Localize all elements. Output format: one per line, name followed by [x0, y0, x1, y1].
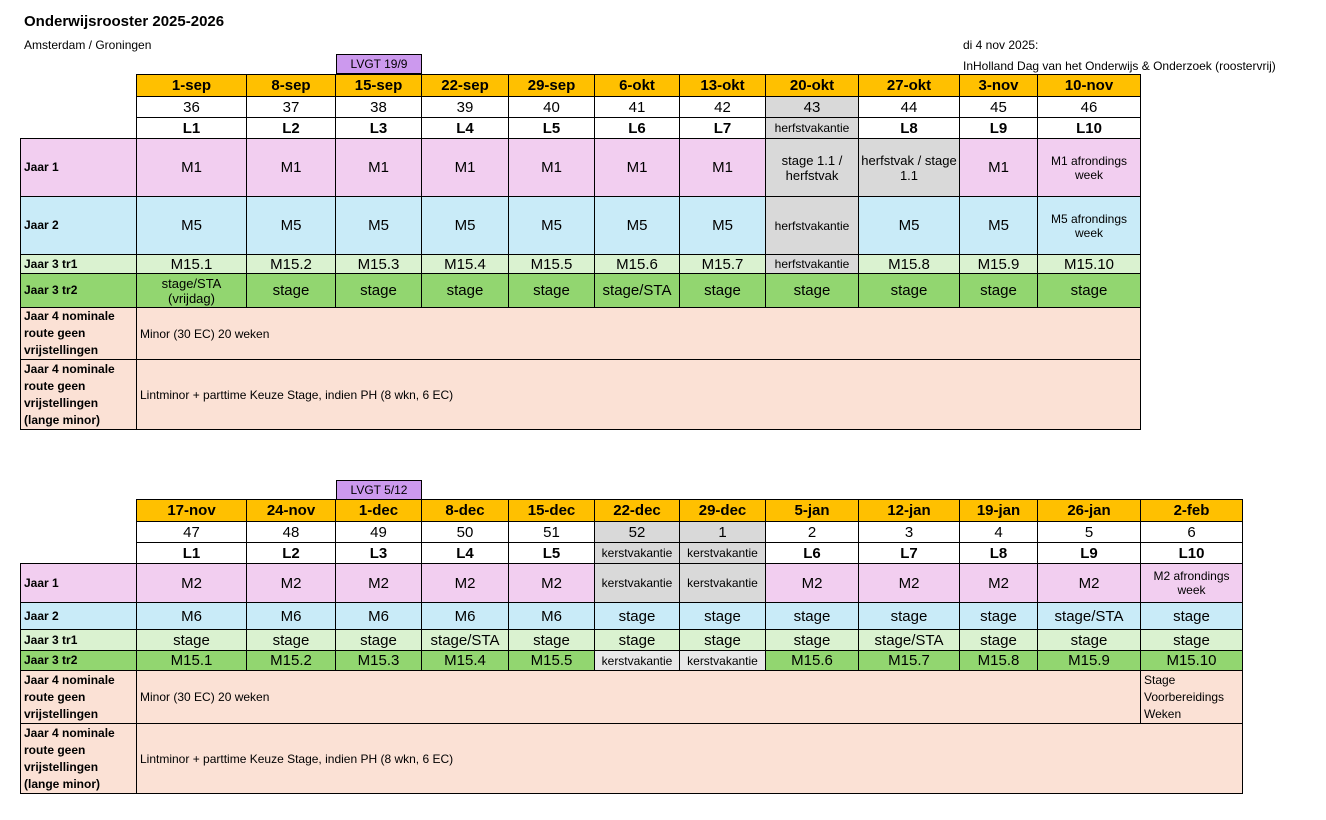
week-date: 29-sep — [509, 75, 595, 97]
schedule-cell: M15.8 — [859, 255, 960, 274]
schedule-cell: stage — [509, 274, 595, 308]
row-label: Jaar 4 nominale route geen vrijstellingen — [21, 308, 137, 360]
lesson-week: kerstvakantie — [680, 543, 766, 564]
schedule-cell: stage — [960, 274, 1038, 308]
schedule-cell: M15.2 — [247, 651, 336, 671]
schedule-cell: M5 — [960, 197, 1038, 255]
week-date: 8-sep — [247, 75, 336, 97]
schedule-cell: herfstvakantie — [766, 197, 859, 255]
page-title: Onderwijsrooster 2025-2026 — [24, 13, 225, 30]
schedule-cell: M15.1 — [137, 255, 247, 274]
schedule-cell: M15.3 — [336, 255, 422, 274]
schedule-cell: stage — [336, 630, 422, 651]
row-jaar4a — [21, 671, 1243, 724]
week-date: 27-okt — [859, 75, 960, 97]
lesson-week: L7 — [680, 118, 766, 139]
corner-blank — [21, 75, 137, 97]
schedule-cell: M5 — [137, 197, 247, 255]
week-date: 8-dec — [422, 500, 509, 522]
lesson-week: L1 — [137, 118, 247, 139]
lesson-week: herfstvakantie — [766, 118, 859, 139]
week-number: 1 — [680, 522, 766, 543]
schedule-table-block2 — [20, 499, 1243, 794]
week-number: 6 — [1141, 522, 1243, 543]
schedule-cell: M6 — [509, 603, 595, 630]
schedule-cell: stage — [766, 630, 859, 651]
schedule-cell: M15.9 — [1038, 651, 1141, 671]
schedule-cell: stage — [766, 274, 859, 308]
week-number: 46 — [1038, 97, 1141, 118]
schedule-cell: M15.8 — [960, 651, 1038, 671]
schedule-cell: M2 — [859, 564, 960, 603]
schedule-cell: M15.7 — [859, 651, 960, 671]
row-jaar4b — [21, 724, 1243, 794]
schedule-cell: M6 — [247, 603, 336, 630]
week-number: 39 — [422, 97, 509, 118]
week-number: 5 — [1038, 522, 1141, 543]
lesson-week: L4 — [422, 118, 509, 139]
note-date: di 4 nov 2025: — [963, 38, 1039, 52]
row-jaar3tr2 — [21, 274, 1141, 308]
lesson-week: L8 — [960, 543, 1038, 564]
lintminor-span: Lintminor + parttime Keuze Stage, indien PH (8 wkn, 6 EC) — [137, 360, 1141, 430]
schedule-cell: M15.3 — [336, 651, 422, 671]
row-jaar3tr1 — [21, 255, 1141, 274]
week-date: 24-nov — [247, 500, 336, 522]
schedule-cell: M5 — [680, 197, 766, 255]
schedule-cell: M1 — [137, 139, 247, 197]
schedule-cell: stage — [595, 630, 680, 651]
schedule-cell: M6 — [422, 603, 509, 630]
schedule-cell: M2 — [960, 564, 1038, 603]
schedule-cell: M15.7 — [680, 255, 766, 274]
week-number: 50 — [422, 522, 509, 543]
weeknumber-row — [21, 522, 1243, 543]
schedule-cell: M2 — [422, 564, 509, 603]
schedule-cell: M5 — [422, 197, 509, 255]
week-number: 49 — [336, 522, 422, 543]
schedule-cell: stage — [680, 603, 766, 630]
schedule-cell: stage — [1141, 630, 1243, 651]
schedule-cell: stage/STA — [422, 630, 509, 651]
week-number: 51 — [509, 522, 595, 543]
date-row — [21, 500, 1243, 522]
row-jaar2 — [21, 197, 1141, 255]
lesson-week: L10 — [1141, 543, 1243, 564]
week-date: 26-jan — [1038, 500, 1141, 522]
lvgt-tag-block2: LVGT 5/12 — [336, 480, 422, 500]
row-label: Jaar 4 nominale route geen vrijstellingen (lange minor) — [21, 724, 137, 794]
week-number: 48 — [247, 522, 336, 543]
schedule-cell: stage/STA (vrijdag) — [137, 274, 247, 308]
week-number: 52 — [595, 522, 680, 543]
schedule-cell: M5 — [595, 197, 680, 255]
schedule-cell: stage/STA — [859, 630, 960, 651]
week-date: 17-nov — [137, 500, 247, 522]
schedule-cell: M1 — [680, 139, 766, 197]
schedule-cell: stage/STA — [595, 274, 680, 308]
week-number: 37 — [247, 97, 336, 118]
row-label: Jaar 4 nominale route geen vrijstellingen — [21, 671, 137, 724]
week-date: 12-jan — [859, 500, 960, 522]
lesson-week: L3 — [336, 118, 422, 139]
schedule-cell: kerstvakantie — [680, 651, 766, 671]
schedule-cell: stage — [137, 630, 247, 651]
schedule-cell: stage — [960, 603, 1038, 630]
schedule-cell: stage — [960, 630, 1038, 651]
corner-blank — [21, 500, 137, 522]
schedule-cell: herfstvakantie — [766, 255, 859, 274]
schedule-cell: M2 — [247, 564, 336, 603]
schedule-cell: M5 — [509, 197, 595, 255]
schedule-cell: kerstvakantie — [680, 564, 766, 603]
row-label: Jaar 3 tr2 — [21, 651, 137, 671]
lesson-week: L8 — [859, 118, 960, 139]
schedule-cell: M1 — [336, 139, 422, 197]
week-number: 4 — [960, 522, 1038, 543]
schedule-cell: M6 — [137, 603, 247, 630]
row-jaar1 — [21, 564, 1243, 603]
lintminor-span: Lintminor + parttime Keuze Stage, indien PH (8 wkn, 6 EC) — [137, 724, 1243, 794]
row-label: Jaar 1 — [21, 139, 137, 197]
schedule-cell: M15.6 — [766, 651, 859, 671]
schedule-cell: M15.4 — [422, 255, 509, 274]
schedule-cell: M1 — [960, 139, 1038, 197]
schedule-cell: M1 — [509, 139, 595, 197]
schedule-cell: M2 — [137, 564, 247, 603]
lesson-row — [21, 118, 1141, 139]
row-label: Jaar 3 tr1 — [21, 255, 137, 274]
row-label: Jaar 2 — [21, 603, 137, 630]
schedule-table-block1 — [20, 74, 1141, 430]
minor-span: Minor (30 EC) 20 weken — [137, 308, 1141, 360]
week-date: 13-okt — [680, 75, 766, 97]
schedule-cell: stage — [680, 630, 766, 651]
week-number: 47 — [137, 522, 247, 543]
row-label: Jaar 4 nominale route geen vrijstellingen (lange minor) — [21, 360, 137, 430]
lesson-week: L9 — [1038, 543, 1141, 564]
schedule-cell: stage — [247, 630, 336, 651]
note-text: InHolland Dag van het Onderwijs & Onderzoek (roostervrij) — [963, 59, 1276, 73]
week-date: 15-dec — [509, 500, 595, 522]
schedule-cell: M2 — [766, 564, 859, 603]
schedule-cell: stage — [766, 603, 859, 630]
lesson-week: L6 — [766, 543, 859, 564]
schedule-cell: M15.5 — [509, 651, 595, 671]
lesson-week: L4 — [422, 543, 509, 564]
week-number: 43 — [766, 97, 859, 118]
schedule-cell: M5 afrondings week — [1038, 197, 1141, 255]
week-number: 36 — [137, 97, 247, 118]
schedule-cell: kerstvakantie — [595, 651, 680, 671]
row-jaar1 — [21, 139, 1141, 197]
schedule-cell: stage — [1038, 274, 1141, 308]
week-number: 38 — [336, 97, 422, 118]
schedule-cell: herfstvak / stage 1.1 — [859, 139, 960, 197]
corner-blank — [21, 97, 137, 118]
lesson-week: L5 — [509, 543, 595, 564]
schedule-cell: M15.2 — [247, 255, 336, 274]
page-subtitle: Amsterdam / Groningen — [24, 38, 152, 52]
row-jaar3tr2 — [21, 651, 1243, 671]
schedule-cell: M15.10 — [1038, 255, 1141, 274]
lesson-week: kerstvakantie — [595, 543, 680, 564]
schedule-cell: M15.10 — [1141, 651, 1243, 671]
week-number: 2 — [766, 522, 859, 543]
week-number: 3 — [859, 522, 960, 543]
schedule-cell: M6 — [336, 603, 422, 630]
schedule-cell: M1 — [422, 139, 509, 197]
row-label: Jaar 3 tr2 — [21, 274, 137, 308]
schedule-cell: M2 afrondings week — [1141, 564, 1243, 603]
schedule-cell: M1 — [595, 139, 680, 197]
week-date: 1-dec — [336, 500, 422, 522]
schedule-cell: M15.9 — [960, 255, 1038, 274]
schedule-cell: M5 — [247, 197, 336, 255]
schedule-cell: M2 — [509, 564, 595, 603]
corner-blank — [21, 522, 137, 543]
schedule-cell: kerstvakantie — [595, 564, 680, 603]
schedule-cell: M5 — [336, 197, 422, 255]
lesson-week: L2 — [247, 118, 336, 139]
week-date: 15-sep — [336, 75, 422, 97]
schedule-cell: M1 — [247, 139, 336, 197]
schedule-cell: stage — [859, 603, 960, 630]
row-label: Jaar 3 tr1 — [21, 630, 137, 651]
row-jaar4a — [21, 308, 1141, 360]
stage-voorbereiding: Stage Voorbereidings Weken — [1141, 671, 1243, 724]
schedule-cell: M2 — [336, 564, 422, 603]
lesson-week: L5 — [509, 118, 595, 139]
schedule-cell: stage — [595, 603, 680, 630]
week-date: 3-nov — [960, 75, 1038, 97]
schedule-cell: M1 afrondings week — [1038, 139, 1141, 197]
week-date: 20-okt — [766, 75, 859, 97]
schedule-cell: M15.6 — [595, 255, 680, 274]
schedule-cell: stage — [247, 274, 336, 308]
week-date: 5-jan — [766, 500, 859, 522]
week-number: 42 — [680, 97, 766, 118]
week-date: 22-sep — [422, 75, 509, 97]
lesson-week: L6 — [595, 118, 680, 139]
row-label: Jaar 1 — [21, 564, 137, 603]
row-jaar3tr1 — [21, 630, 1243, 651]
week-date: 29-dec — [680, 500, 766, 522]
schedule-cell: stage — [509, 630, 595, 651]
schedule-cell: M15.4 — [422, 651, 509, 671]
lesson-week: L3 — [336, 543, 422, 564]
week-date: 19-jan — [960, 500, 1038, 522]
schedule-cell: stage — [1141, 603, 1243, 630]
corner-blank — [21, 118, 137, 139]
row-jaar2 — [21, 603, 1243, 630]
lvgt-tag-block1: LVGT 19/9 — [336, 54, 422, 74]
lesson-row — [21, 543, 1243, 564]
lesson-week: L9 — [960, 118, 1038, 139]
week-number: 40 — [509, 97, 595, 118]
week-number: 45 — [960, 97, 1038, 118]
schedule-cell: stage 1.1 / herfstvak — [766, 139, 859, 197]
schedule-cell: M15.5 — [509, 255, 595, 274]
schedule-cell: M15.1 — [137, 651, 247, 671]
schedule-cell: stage — [859, 274, 960, 308]
minor-span: Minor (30 EC) 20 weken — [137, 671, 1141, 724]
week-date: 22-dec — [595, 500, 680, 522]
schedule-cell: stage — [422, 274, 509, 308]
schedule-cell: stage — [680, 274, 766, 308]
date-row — [21, 75, 1141, 97]
week-number: 41 — [595, 97, 680, 118]
week-number: 44 — [859, 97, 960, 118]
lesson-week: L1 — [137, 543, 247, 564]
lesson-week: L10 — [1038, 118, 1141, 139]
week-date: 10-nov — [1038, 75, 1141, 97]
lesson-week: L2 — [247, 543, 336, 564]
weeknumber-row — [21, 97, 1141, 118]
row-jaar4b — [21, 360, 1141, 430]
week-date: 2-feb — [1141, 500, 1243, 522]
week-date: 1-sep — [137, 75, 247, 97]
row-label: Jaar 2 — [21, 197, 137, 255]
schedule-cell: M2 — [1038, 564, 1141, 603]
week-date: 6-okt — [595, 75, 680, 97]
schedule-cell: stage — [1038, 630, 1141, 651]
lesson-week: L7 — [859, 543, 960, 564]
schedule-cell: stage/STA — [1038, 603, 1141, 630]
schedule-cell: M5 — [859, 197, 960, 255]
schedule-cell: stage — [336, 274, 422, 308]
corner-blank — [21, 543, 137, 564]
